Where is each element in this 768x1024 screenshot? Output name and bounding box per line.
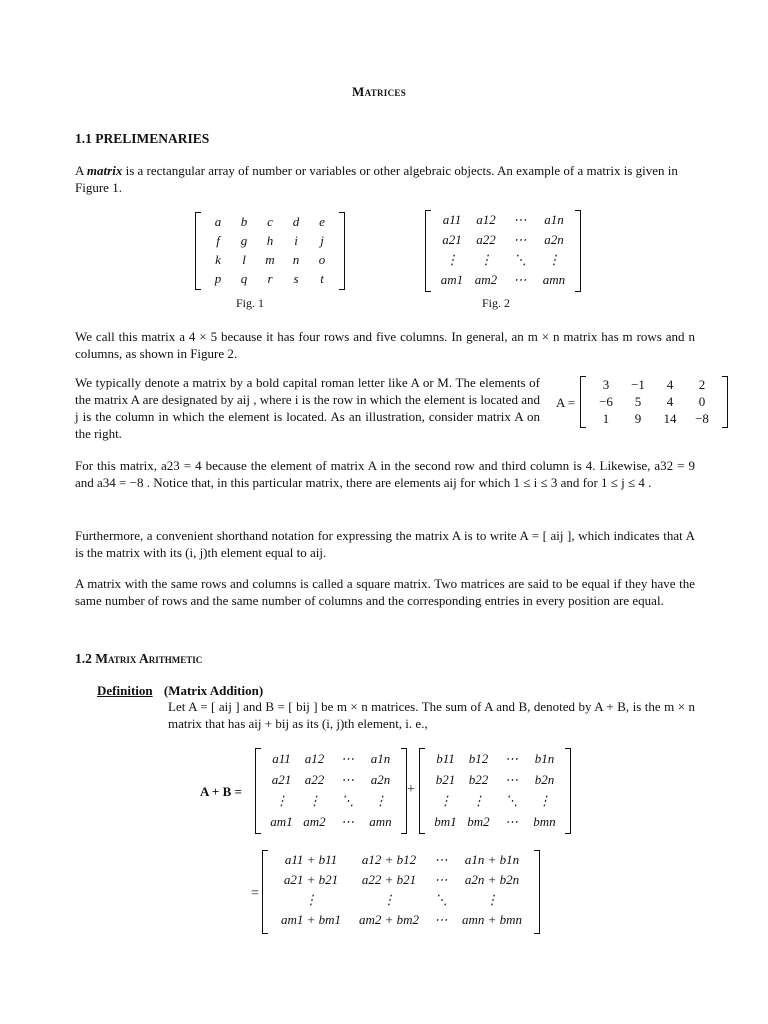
matrix-cell: ⋮ (472, 792, 485, 808)
matrix-cell: 1 (602, 410, 610, 426)
text-run: A (75, 163, 87, 178)
definition-title: (Matrix Addition) (163, 683, 264, 698)
matrix-cell: 2 (698, 376, 706, 392)
matrix-cell: s (293, 270, 299, 286)
matrix-cell: a22 (476, 232, 496, 247)
figure-1-matrix (195, 212, 345, 290)
matrix-cell: −1 (631, 376, 645, 392)
matrix-cell: ⋮ (382, 892, 396, 907)
matrix-cell: ⋱ (434, 892, 448, 907)
matrix-cell: ⋯ (505, 750, 518, 766)
matrix-cell: a2n (544, 232, 564, 247)
figure-1-caption: Fig. 1 (236, 296, 265, 310)
example-matrix-a (580, 376, 728, 428)
matrix-cell: am1 + bm1 (280, 912, 342, 927)
matrix-cell: am1 (270, 813, 293, 829)
figure-2-matrix (425, 210, 581, 292)
matrix-grid (586, 376, 722, 428)
matrix-cell: p (214, 270, 222, 286)
plus-sign: + (407, 782, 415, 797)
matrix-cell: ⋮ (485, 892, 499, 907)
matrix-cell: e (319, 213, 325, 229)
matrix-cell: am2 (303, 813, 326, 829)
matrix-cell: b21 (435, 771, 456, 787)
matrix-cell: a12 + b12 (361, 852, 417, 867)
matrix-cell: a12 (304, 750, 325, 766)
matrix-cell: 3 (602, 376, 610, 392)
matrix-cell: b (240, 213, 248, 229)
matrix-cell: bm1 (434, 813, 457, 829)
matrix-cell: h (266, 232, 274, 248)
matrix-cell: b11 (436, 750, 455, 766)
matrix-cell: ⋮ (308, 792, 321, 808)
matrix-cell: a (214, 213, 222, 229)
matrix-cell: a21 (442, 232, 462, 247)
matrix-cell: ⋮ (275, 792, 288, 808)
matrix-grid (431, 210, 575, 292)
matrix-cell: a1n (370, 750, 391, 766)
matrix-cell: −8 (695, 410, 709, 426)
matrix-cell: a2n + b2n (464, 872, 520, 887)
section-heading-preliminaries: 1.1 PRELIMENARIES (75, 131, 210, 146)
matrix-cell: a22 (304, 771, 325, 787)
matrix-cell: b2n (534, 771, 555, 787)
matrix-cell: am2 (474, 272, 498, 287)
term-matrix: matrix (86, 163, 123, 178)
equation-label: A + B = (200, 784, 242, 799)
matrix-cell: a12 (476, 212, 496, 227)
matrix-cell: am2 + bm2 (358, 912, 420, 927)
matrix-cell: a21 + b21 (283, 872, 339, 887)
matrix-cell: −6 (599, 393, 613, 409)
paragraph-matrix-definition (75, 162, 695, 196)
matrix-cell: ⋯ (341, 750, 354, 766)
matrix-cell: r (267, 270, 273, 286)
definition-label (97, 682, 263, 699)
matrix-cell: m (265, 251, 275, 267)
matrix-cell: 9 (634, 410, 642, 426)
page-title: Matrices (352, 84, 407, 99)
matrix-cell: ⋯ (513, 272, 527, 287)
matrix-cell: q (240, 270, 248, 286)
matrix-cell: a22 + b21 (361, 872, 417, 887)
matrix-cell: d (292, 213, 300, 229)
matrix-cell: a11 (272, 750, 291, 766)
matrix-cell: ⋯ (434, 872, 448, 887)
paragraph-notation: We typically denote a matrix by a bold capital roman letter like A or M. The elements of the matrix A are designated by aij , where i is the row in which the element is located and j is the column in which the element is located. As an illustration, consider matrix A on the right. (75, 375, 540, 441)
right-bracket (339, 212, 345, 290)
matrix-cell: ⋮ (479, 252, 493, 267)
matrix-cell: n (292, 251, 300, 267)
matrix-a-label: A = (556, 395, 576, 410)
matrix-cell: f (216, 232, 220, 248)
definition-word: Definition (97, 683, 153, 698)
matrix-cell: l (242, 251, 246, 267)
matrix-cell: ⋯ (513, 232, 527, 247)
figure-2-caption: Fig. 2 (482, 296, 511, 310)
matrix-cell: ⋯ (341, 771, 354, 787)
matrix-cell: ⋮ (445, 252, 459, 267)
matrix-cell: ⋯ (505, 771, 518, 787)
matrix-cell: i (294, 232, 298, 248)
matrix-sum (262, 850, 540, 934)
matrix-cell: ⋯ (341, 813, 354, 829)
matrix-cell: ⋯ (505, 813, 518, 829)
matrix-cell: ⋯ (434, 912, 448, 927)
matrix-cell: a1n (544, 212, 564, 227)
matrix-cell: 0 (698, 393, 706, 409)
matrix-a-general (255, 748, 407, 834)
text-run: is a rectangular array of number or variables or other algebraic objects. An example of a matrix is given in Figure 1. (75, 163, 678, 195)
matrix-cell: k (215, 251, 221, 267)
matrix-cell: amn (369, 813, 392, 829)
matrix-cell: 4 (666, 376, 674, 392)
matrix-cell: am1 (440, 272, 464, 287)
matrix-cell: a11 + b11 (284, 852, 338, 867)
matrix-cell: bm2 (467, 813, 490, 829)
equals-sign: = (251, 886, 259, 901)
matrix-cell: amn (542, 272, 566, 287)
paragraph-square-equal: A matrix with the same rows and columns is called a square matrix. Two matrices are said to be equal if they have the same number of rows and the same number of columns and the corresponding entries in every position are equal. (75, 576, 695, 608)
matrix-cell: a11 (442, 212, 462, 227)
matrix-grid (425, 748, 565, 834)
matrix-cell: ⋱ (505, 792, 518, 808)
matrix-cell: ⋮ (547, 252, 561, 267)
matrix-grid (261, 748, 401, 834)
matrix-cell: b1n (534, 750, 555, 766)
matrix-cell: ⋱ (341, 792, 354, 808)
matrix-cell: amn + bmn (461, 912, 523, 927)
definition-text: Let A = [ aij ] and B = [ bij ] be m × n matrices. The sum of A and B, denoted by A + B, is the m × n matrix that has aij + bij as its (i, j)th element, i. e., (168, 699, 695, 731)
matrix-cell: ⋮ (304, 892, 318, 907)
matrix-cell: ⋱ (513, 252, 527, 267)
matrix-cell: bmn (533, 813, 556, 829)
matrix-cell: t (320, 270, 324, 286)
matrix-cell: ⋮ (538, 792, 551, 808)
matrix-cell: j (320, 232, 324, 248)
matrix-cell: a2n (370, 771, 391, 787)
right-bracket (565, 748, 571, 834)
matrix-cell: b22 (468, 771, 489, 787)
matrix-cell: 5 (634, 393, 642, 409)
right-bracket (534, 850, 540, 934)
matrix-cell: ⋮ (439, 792, 452, 808)
section-heading-matrix-arithmetic: 1.2 Matrix Arithmetic (75, 651, 203, 666)
paragraph-dimensions: We call this matrix a 4 × 5 because it has four rows and five columns. In general, an m × n matrix has m rows and n columns, as shown in Figure 2. (75, 329, 695, 361)
matrix-cell: ⋯ (513, 212, 527, 227)
matrix-cell: a21 (271, 771, 292, 787)
matrix-cell: a1n + b1n (464, 852, 520, 867)
paragraph-element-example: For this matrix, a23 = 4 because the element of matrix A in the second row and third column is 4. Likewise, a32 = 9 and a34 = −8 . Notice that, in this particular matrix, there are elements aij for which 1 ≤ i ≤ 3 and for 1 ≤ j ≤ 4 . (75, 458, 695, 490)
matrix-cell: g (240, 232, 248, 248)
matrix-grid (268, 850, 534, 934)
matrix-cell: 14 (663, 410, 677, 426)
right-bracket (575, 210, 581, 292)
matrix-cell: 4 (666, 393, 674, 409)
matrix-cell: ⋮ (374, 792, 387, 808)
matrix-cell: c (267, 213, 273, 229)
matrix-cell: b12 (468, 750, 489, 766)
matrix-b-general (419, 748, 571, 834)
matrix-cell: o (318, 251, 326, 267)
paragraph-shorthand: Furthermore, a convenient shorthand notation for expressing the matrix A is to write A = [ aij ], which indicates that A is the matrix with its (i, j)th element equal to aij. (75, 528, 695, 560)
matrix-grid (201, 212, 339, 290)
matrix-cell: ⋯ (434, 852, 448, 867)
right-bracket (722, 376, 728, 428)
